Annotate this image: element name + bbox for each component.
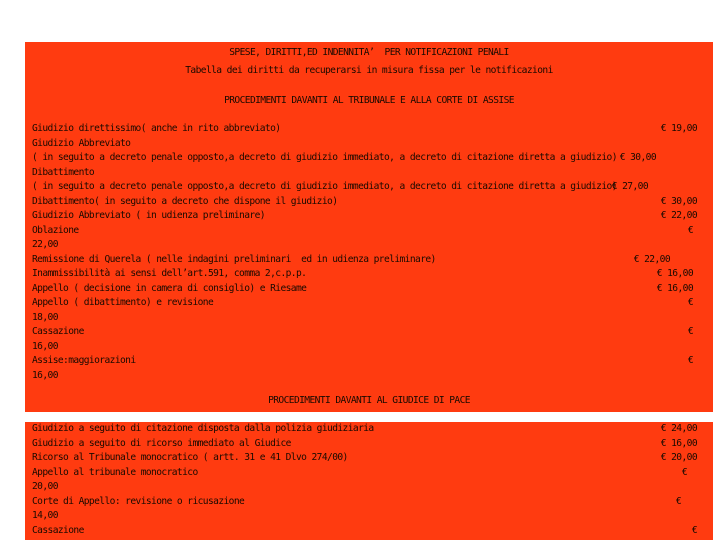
- fee-label: 20,00: [32, 481, 58, 492]
- fee-amount: €: [691, 524, 697, 536]
- fee-label: Remissione di Querela ( nelle indagini preliminari ed in udienza preliminare): [32, 253, 436, 265]
- fee-label: 22,00: [32, 239, 58, 250]
- fee-label: Giudizio Abbreviato ( in udienza preliminare): [32, 210, 265, 221]
- fee-amount: € 16,00: [660, 437, 697, 449]
- fee-amount: €: [681, 466, 687, 478]
- page-title: SPESE, DIRITTI,ED INDENNITA’ PER NOTIFICAZIONI PENALI: [229, 47, 509, 58]
- fee-label: 16,00: [32, 369, 58, 381]
- fee-label: Corte di Appello: revisione o ricusazione: [32, 495, 245, 507]
- fee-label: 16,00: [32, 340, 58, 352]
- fee-label: Appello al tribunale monocratico: [32, 466, 198, 478]
- fee-label: Inammissibilità ai sensi dell’art.591, comma 2,c.p.p.: [32, 268, 307, 279]
- fee-amount: €: [687, 326, 693, 337]
- fee-label: Appello ( decisione in camera di consiglio) e Riesame: [32, 282, 307, 294]
- fee-amount: €: [687, 224, 693, 236]
- fee-label: 18,00: [32, 311, 58, 323]
- fee-amount: € 30,00: [660, 195, 697, 207]
- page-subtitle: Tabella dei diritti da recuperarsi in misura fissa per le notificazioni: [185, 65, 553, 76]
- fee-amount: € 30,00: [619, 152, 656, 163]
- fee-label: Dibattimento( in seguito a decreto che dispone il giudizio): [32, 195, 338, 207]
- fee-amount: € 22,00: [633, 253, 670, 265]
- fee-label: Giudizio direttissimo( anche in rito abbreviato): [32, 123, 281, 134]
- fee-amount: € 27,00: [611, 181, 648, 192]
- fee-label: Appello ( dibattimento) e revisione: [32, 297, 214, 308]
- fee-label: Assise:maggiorazioni: [32, 355, 136, 366]
- fee-amount: €: [687, 297, 693, 308]
- fee-label: Ricorso al Tribunale monocratico ( artt. 31 e 41 Dlvo 274/00): [32, 452, 348, 463]
- fee-label: ( in seguito a decreto penale opposto,a decreto di giudizio immediato, a decreto di citazione diretta a giudizio): [32, 181, 617, 192]
- section2-heading: PROCEDIMENTI DAVANTI AL GIUDICE DI PACE: [268, 395, 470, 406]
- fee-amount: €: [687, 355, 693, 366]
- fee-label: 14,00: [32, 510, 58, 521]
- fee-amount: €: [675, 495, 681, 507]
- fee-label: Oblazione: [32, 224, 79, 236]
- fee-label: Giudizio Abbreviato: [32, 137, 131, 149]
- fee-label: Cassazione: [32, 524, 84, 536]
- fee-label: Giudizio a seguito di citazione disposta dalla polizia giudiziaria: [32, 423, 374, 434]
- fee-amount: € 22,00: [660, 210, 697, 221]
- fee-label: Cassazione: [32, 326, 84, 337]
- fee-amount: € 16,00: [656, 282, 693, 294]
- fee-amount: € 16,00: [656, 268, 693, 279]
- fee-amount: € 19,00: [660, 123, 697, 134]
- fee-label: ( in seguito a decreto penale opposto,a decreto di giudizio immediato, a decreto di citazione diretta a giudizio): [32, 152, 617, 163]
- fee-label: Giudizio a seguito di ricorso immediato al Giudice: [32, 437, 291, 449]
- fee-amount: € 24,00: [660, 423, 697, 434]
- section1-heading: PROCEDIMENTI DAVANTI AL TRIBUNALE E ALLA CORTE DI ASSISE: [224, 95, 514, 106]
- fee-amount: € 20,00: [660, 452, 697, 463]
- fee-label: Dibattimento: [32, 166, 95, 178]
